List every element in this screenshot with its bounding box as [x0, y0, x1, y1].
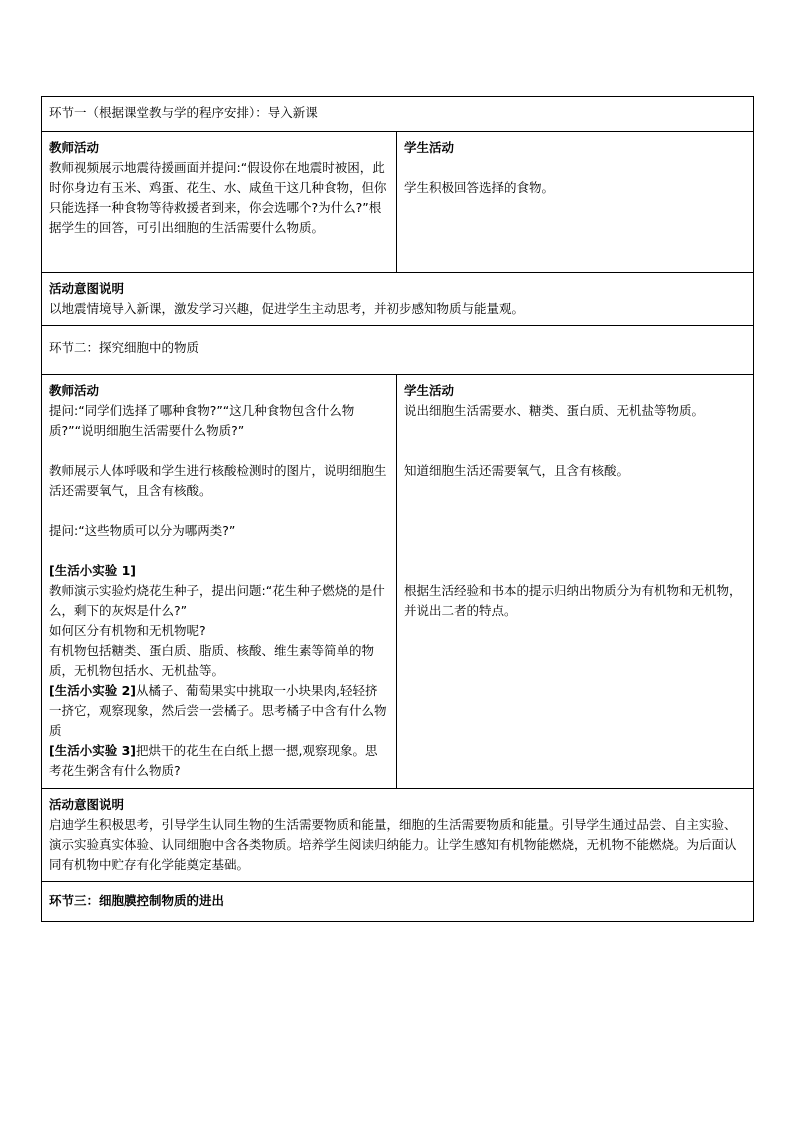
section2-activity-row	[42, 375, 754, 789]
section2-teacher-paragraph2: 教师展示人体呼吸和学生进行核酸检测时的图片，说明细胞生活还需要氧气，且含有核酸。	[49, 463, 387, 498]
section2-teacher-question3: 提问:“这些物质可以分为哪两类?”	[49, 523, 236, 538]
section1-teacher-cell	[42, 132, 397, 273]
section2-student-cell	[397, 375, 754, 789]
section3-title: 环节三：细胞膜控制物质的进出	[49, 893, 225, 908]
section2-intent-text: 启迪学生积极思考，引导学生认同生物的生活需要物质和能量，细胞的生活需要物质和能量。引导学生通过品尝、自主实验、演示实验真实体验、认同细胞中含各类物质。培养学生阅读归纳能力。让学生感知有机物能燃烧，无机物不能燃烧。为后面认同有机物中贮存有化学能奠定基础。	[49, 817, 737, 872]
section2-student-s1: 说出细胞生活需要水、糖类、蛋白质、无机盐等物质。	[404, 403, 705, 418]
section1-intent-cell	[42, 273, 754, 326]
experiment1-text: 教师演示实验灼烧花生种子，提出问题:“花生种子燃烧的是什么，剩下的灰烬是什么?”	[49, 583, 385, 618]
classify-question: 如何区分有机物和无机物呢?	[49, 623, 206, 638]
section2-title-cell	[42, 326, 754, 375]
experiment3-label: [生活小实验 3]	[49, 743, 136, 758]
section2-student-s3: 根据生活经验和书本的提示归纳出物质分为有机物和无机物，并说出二者的特点。	[404, 583, 742, 618]
classify-text: 有机物包括糖类、蛋白质、脂质、核酸、维生素等简单的物质，无机物包括水、无机盐等。	[49, 643, 375, 678]
section2-teacher-heading: 教师活动	[49, 383, 100, 398]
section2-title: 环节二：探究细胞中的物质	[49, 340, 200, 355]
lesson-plan-table	[41, 96, 754, 922]
section2-title-row	[42, 326, 754, 375]
section3-title-row	[42, 882, 754, 922]
section2-teacher-cell	[42, 375, 397, 789]
section2-teacher-question1: 提问:“同学们选择了哪种食物?”“这几种食物包含什么物质?”“说明细胞生活需要什么物质?”	[49, 403, 355, 438]
section2-intent-cell	[42, 789, 754, 882]
section2-intent-row	[42, 789, 754, 882]
section1-student-cell	[397, 132, 754, 273]
experiment2-text: 从橘子、葡萄果实中挑取一小块果肉,轻轻挤一挤它，观察现象，然后尝一尝橘子。思考橘子中含有什么物质	[49, 683, 387, 738]
experiment3-text: 把烘干的花生在白纸上摁一摁,观察现象。思考花生粥含有什么物质?	[49, 743, 378, 778]
section1-intent-text: 以地震情境导入新课，激发学习兴趣，促进学生主动思考，并初步感知物质与能量观。	[49, 301, 525, 316]
section1-title-row	[42, 97, 754, 132]
section1-title-cell	[42, 97, 754, 132]
section1-activity-row	[42, 132, 754, 273]
experiment3-paragraph	[49, 741, 389, 781]
experiment2-label: [生活小实验 2]	[49, 683, 136, 698]
section1-title: 环节一（根据课堂教与学的程序安排）：导入新课	[49, 105, 318, 120]
experiment1-label: [生活小实验 1]	[49, 563, 136, 578]
section3-title-cell	[42, 882, 754, 922]
section1-teacher-heading: 教师活动	[49, 140, 100, 155]
section1-student-text: 学生积极回答选择的食物。	[404, 180, 555, 195]
section1-teacher-text: 教师视频展示地震待援画面并提问:“假设你在地震时被困，此时你身边有玉米、鸡蛋、花生、水、咸鱼干这几种食物，但你只能选择一种食物等待救援者到来，你会选哪个?为什么?”根据学生的回答，可引出细胞的生活需要什么物质。	[49, 160, 387, 235]
section1-student-heading: 学生活动	[404, 140, 455, 155]
section1-intent-row	[42, 273, 754, 326]
section1-intent-heading: 活动意图说明	[49, 281, 125, 296]
experiment2-paragraph	[49, 681, 389, 741]
section2-student-heading: 学生活动	[404, 383, 455, 398]
section2-intent-heading: 活动意图说明	[49, 797, 125, 812]
section2-student-s2: 知道细胞生活还需要氧气，且含有核酸。	[404, 463, 630, 478]
